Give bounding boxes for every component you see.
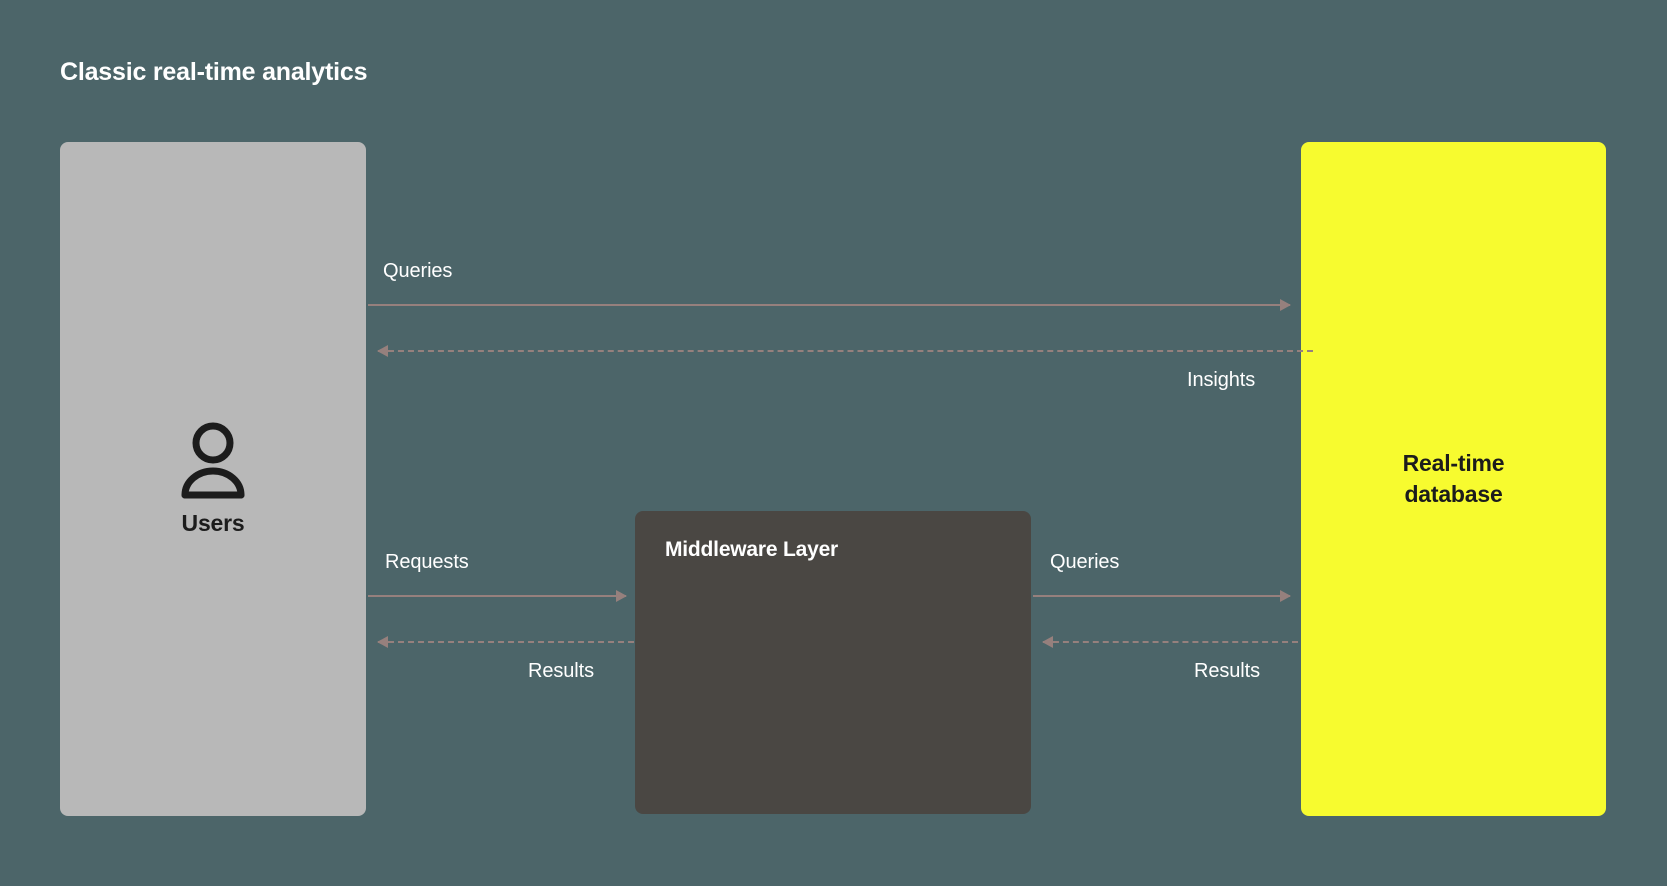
- edge-label-queries-top: Queries: [383, 260, 453, 282]
- arrow-head-left-icon: [377, 636, 388, 648]
- edge-label-results-right: Results: [1194, 660, 1260, 682]
- edge-label-queries-bottom: Queries: [1050, 551, 1120, 573]
- edge-line: [1033, 595, 1290, 597]
- database-label-line2: database: [1404, 481, 1503, 507]
- edge-db-to-middleware-results: [1043, 641, 1298, 643]
- edge-line: [368, 595, 626, 597]
- arrow-head-left-icon: [377, 345, 388, 357]
- edge-users-to-middleware-requests: [368, 595, 626, 597]
- middleware-label: Middleware Layer: [665, 538, 839, 561]
- node-middleware: [635, 511, 1031, 814]
- edge-label-results-left: Results: [528, 660, 594, 682]
- node-database: [1301, 142, 1606, 816]
- edge-middleware-to-users-results: [378, 641, 634, 643]
- page-title: Classic real-time analytics: [60, 58, 368, 86]
- edge-middleware-to-db-queries: [1033, 595, 1290, 597]
- edge-db-to-users-insights: [378, 350, 1313, 352]
- arrow-head-right-icon: [1280, 590, 1291, 602]
- users-content: [60, 142, 366, 816]
- database-label: [1301, 142, 1606, 816]
- edge-line: [1043, 641, 1298, 643]
- arrow-head-left-icon: [1042, 636, 1053, 648]
- edge-users-to-db-queries: [368, 304, 1290, 306]
- arrow-head-right-icon: [1280, 299, 1291, 311]
- users-label: Users: [181, 510, 245, 536]
- edge-line: [368, 304, 1290, 306]
- edge-line: [378, 350, 1313, 352]
- user-icon: [177, 421, 249, 504]
- node-users: [60, 142, 366, 816]
- edge-label-insights: Insights: [1187, 369, 1256, 391]
- database-label-line1: Real-time: [1402, 449, 1505, 476]
- edge-label-requests: Requests: [385, 551, 469, 573]
- edge-line: [378, 641, 634, 643]
- arrow-head-right-icon: [616, 590, 627, 602]
